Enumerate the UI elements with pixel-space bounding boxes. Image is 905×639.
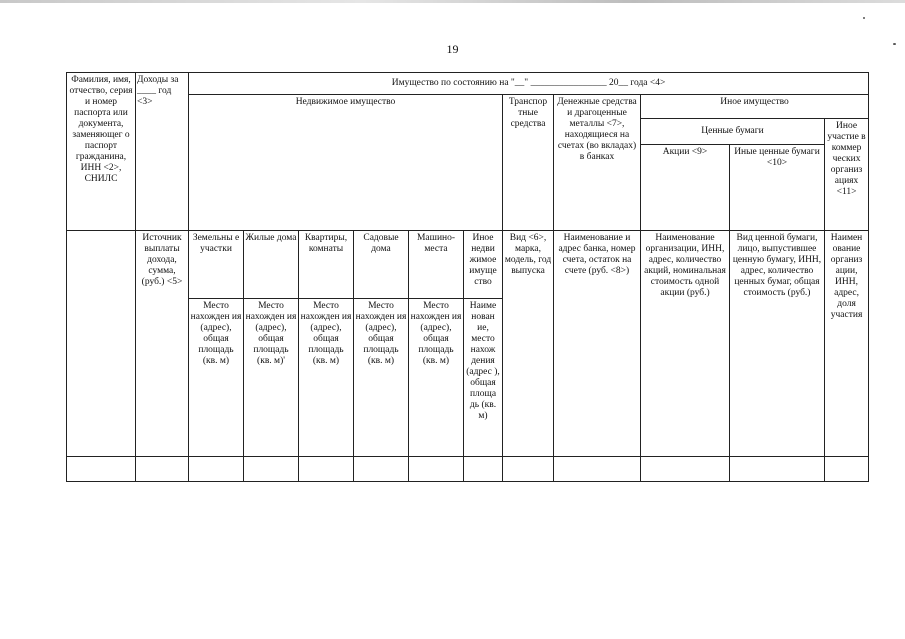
gardens-header: Садовые дома bbox=[354, 231, 409, 299]
col-name-value bbox=[67, 231, 136, 457]
other-property-header: Иное имущество bbox=[641, 95, 869, 119]
parking-location-area: Место нахожден ия (адрес), общая площадь (кв. м) bbox=[409, 299, 464, 457]
land-header: Земельны е участки bbox=[189, 231, 244, 299]
shares-header: Акции <9> bbox=[641, 145, 730, 231]
income-source-header: Источник выплаты дохода, сумма, (руб.) <5> bbox=[136, 231, 189, 457]
empty-cell[interactable] bbox=[503, 457, 554, 482]
declaration-table bbox=[66, 72, 869, 482]
empty-cell[interactable] bbox=[244, 457, 299, 482]
other-realty-location-area: Наиме нован ие, место нахож дения (адрес ), общая площа дь (кв. м) bbox=[464, 299, 503, 457]
empty-cell[interactable] bbox=[67, 457, 136, 482]
empty-cell[interactable] bbox=[136, 457, 189, 482]
apartments-header: Квартиры, комнаты bbox=[299, 231, 354, 299]
page-number: 19 bbox=[446, 42, 459, 56]
property-header: Имущество по состоянию на "__" ________________ 20__ года <4> bbox=[189, 73, 869, 95]
houses-location-area: Место нахожден ия (адрес), общая площадь (кв. м)' bbox=[244, 299, 299, 457]
securities-desc: Вид ценной бумаги, лицо, выпустившее ценную бумагу, ИНН, адрес, количество ценных бумаг, общая стоимость (руб.) bbox=[730, 231, 825, 457]
other-securities-header: Иные ценные бумаги <10> bbox=[730, 145, 825, 231]
empty-cell[interactable] bbox=[554, 457, 641, 482]
houses-header: Жилые дома bbox=[244, 231, 299, 299]
empty-cell[interactable] bbox=[825, 457, 869, 482]
empty-cell[interactable] bbox=[189, 457, 244, 482]
empty-cell[interactable] bbox=[641, 457, 730, 482]
empty-cell[interactable] bbox=[354, 457, 409, 482]
other-realty-header: Иное недви жимое имуще ство bbox=[464, 231, 503, 299]
bank-desc: Наименование и адрес банка, номер счета, остаток на счете (руб. <8>) bbox=[554, 231, 641, 457]
transport-desc: Вид <6>, марка, модель, год выпуска bbox=[503, 231, 554, 457]
empty-cell[interactable] bbox=[730, 457, 825, 482]
land-location-area: Место нахожден ия (адрес), общая площадь (кв. м) bbox=[189, 299, 244, 457]
col-name-header: Фамилия, имя, отчество, серия и номер паспорта или документа, заменяющег о паспорт гражданина, ИНН <2>, СНИЛС bbox=[67, 73, 136, 231]
empty-cell[interactable] bbox=[409, 457, 464, 482]
apartments-location-area: Место нахожден ия (адрес), общая площадь (кв. м) bbox=[299, 299, 354, 457]
scan-edge bbox=[0, 0, 905, 3]
scan-speck bbox=[863, 17, 865, 19]
empty-cell[interactable] bbox=[299, 457, 354, 482]
securities-header: Ценные бумаги bbox=[641, 119, 825, 145]
money-header: Денежные средства и драгоценные металлы <7>, находящиеся на счетах (во вкладах) в банках bbox=[554, 95, 641, 231]
transport-header: Транспор тные средства bbox=[503, 95, 554, 231]
parking-header: Машино- места bbox=[409, 231, 464, 299]
gardens-location-area: Место нахожден ия (адрес), общая площадь (кв. м) bbox=[354, 299, 409, 457]
participation-desc: Наимен ование организ ации, ИНН, адрес, доля участия bbox=[825, 231, 869, 457]
other-participation-header: Иное участие в коммер ческих организ ациях <11> bbox=[825, 119, 869, 231]
real-estate-header: Недвижимое имущество bbox=[189, 95, 503, 231]
col-income-header: Доходы за ____ год <3> bbox=[136, 73, 189, 231]
empty-cell[interactable] bbox=[464, 457, 503, 482]
shares-desc: Наименование организации, ИНН, адрес, количество акций, номинальная стоимость одной акции (руб.) bbox=[641, 231, 730, 457]
